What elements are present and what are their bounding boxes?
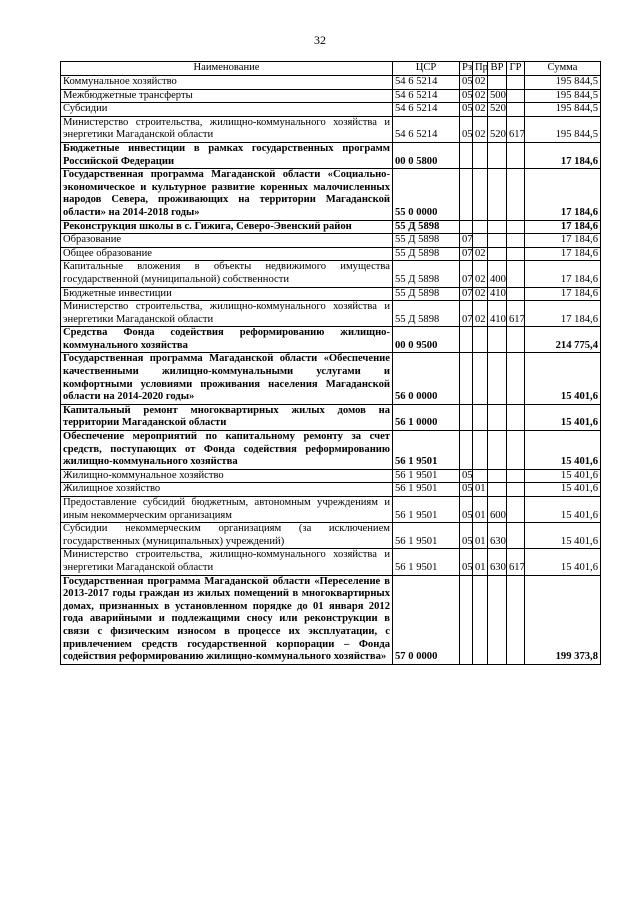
cell-csr: 56 0 0000: [393, 353, 460, 404]
cell-vr: 400: [488, 261, 507, 287]
table-row: [61, 142, 601, 168]
cell-csr: 54 6 5214: [393, 103, 460, 117]
table-row: [61, 483, 601, 497]
cell-sum: 17 184,6: [525, 261, 601, 287]
cell-pr: [473, 142, 488, 168]
cell-vr: [488, 431, 507, 470]
cell-name: Субсидии: [61, 103, 393, 117]
table-row: [61, 431, 601, 470]
cell-vr: [488, 483, 507, 497]
cell-vr: [488, 169, 507, 220]
cell-sum: 15 401,6: [525, 523, 601, 549]
cell-csr: 55 Д 5898: [393, 301, 460, 327]
header-vr: ВР: [488, 62, 507, 76]
cell-vr: 520: [488, 103, 507, 117]
table-row: [61, 327, 601, 353]
cell-csr: 55 Д 5898: [393, 287, 460, 301]
cell-rz: 05: [460, 469, 473, 483]
table-row: [61, 247, 601, 261]
cell-rz: 05: [460, 116, 473, 142]
cell-gr: [507, 76, 525, 90]
cell-rz: 07: [460, 287, 473, 301]
table-header-row: [61, 62, 601, 76]
cell-sum: 15 401,6: [525, 353, 601, 404]
table-row: [61, 549, 601, 575]
table-row: [61, 301, 601, 327]
cell-name: Бюджетные инвестиции в рамках государственных программ Российской Федерации: [61, 142, 393, 168]
cell-rz: 07: [460, 301, 473, 327]
table-row: [61, 103, 601, 117]
cell-rz: 07: [460, 234, 473, 248]
cell-pr: 02: [473, 261, 488, 287]
cell-pr: 02: [473, 76, 488, 90]
cell-pr: [473, 169, 488, 220]
cell-csr: 56 1 9501: [393, 523, 460, 549]
cell-sum: 15 401,6: [525, 404, 601, 430]
cell-pr: [473, 220, 488, 234]
cell-csr: 55 Д 5898: [393, 247, 460, 261]
cell-rz: [460, 169, 473, 220]
cell-name: Межбюджетные трансферты: [61, 89, 393, 103]
cell-pr: 02: [473, 89, 488, 103]
cell-pr: [473, 469, 488, 483]
cell-gr: [507, 327, 525, 353]
table-body: [61, 76, 601, 665]
cell-vr: 410: [488, 287, 507, 301]
cell-sum: 17 184,6: [525, 287, 601, 301]
cell-sum: 15 401,6: [525, 469, 601, 483]
cell-gr: [507, 353, 525, 404]
cell-name: Капитальный ремонт многоквартирных жилых домов на территории Магаданской области: [61, 404, 393, 430]
cell-vr: [488, 575, 507, 664]
header-sum: Сумма: [525, 62, 601, 76]
cell-gr: [507, 169, 525, 220]
cell-pr: 02: [473, 116, 488, 142]
table-row: [61, 523, 601, 549]
table-row: [61, 234, 601, 248]
cell-sum: 15 401,6: [525, 497, 601, 523]
cell-csr: 55 Д 5898: [393, 220, 460, 234]
cell-csr: 56 1 9501: [393, 483, 460, 497]
cell-name: Жилищно-коммунальное хозяйство: [61, 469, 393, 483]
cell-pr: [473, 404, 488, 430]
cell-pr: [473, 327, 488, 353]
cell-sum: 214 775,4: [525, 327, 601, 353]
cell-name: Образование: [61, 234, 393, 248]
cell-pr: 01: [473, 523, 488, 549]
cell-gr: [507, 234, 525, 248]
cell-name: Общее образование: [61, 247, 393, 261]
cell-name: Обеспечение мероприятий по капитальному ремонту за счет средств, поступающих от Фонда содействия реформированию жилищно-коммунального хозяйства: [61, 431, 393, 470]
header-csr: ЦСР: [393, 62, 460, 76]
cell-csr: 56 1 9501: [393, 431, 460, 470]
cell-sum: 17 184,6: [525, 234, 601, 248]
table-row: [61, 404, 601, 430]
cell-name: Субсидии некоммерческим организациям (за исключением государственных (муниципальных) учреждений): [61, 523, 393, 549]
cell-sum: 15 401,6: [525, 431, 601, 470]
cell-csr: 54 6 5214: [393, 116, 460, 142]
cell-gr: 617: [507, 301, 525, 327]
cell-rz: 05: [460, 76, 473, 90]
cell-csr: 57 0 0000: [393, 575, 460, 664]
cell-rz: [460, 431, 473, 470]
cell-gr: [507, 497, 525, 523]
cell-rz: 05: [460, 497, 473, 523]
cell-sum: 199 373,8: [525, 575, 601, 664]
cell-rz: 07: [460, 261, 473, 287]
cell-rz: 05: [460, 89, 473, 103]
header-pr: Пр: [473, 62, 488, 76]
cell-rz: [460, 142, 473, 168]
table-row: [61, 169, 601, 220]
cell-gr: [507, 142, 525, 168]
cell-gr: [507, 261, 525, 287]
cell-vr: [488, 327, 507, 353]
cell-name: Реконструкция школы в с. Гижига, Северо-Эвенский район: [61, 220, 393, 234]
cell-vr: 500: [488, 89, 507, 103]
cell-pr: 02: [473, 103, 488, 117]
cell-csr: 55 Д 5898: [393, 261, 460, 287]
cell-vr: 630: [488, 523, 507, 549]
table-row: [61, 89, 601, 103]
cell-sum: 17 184,6: [525, 301, 601, 327]
cell-sum: 195 844,5: [525, 103, 601, 117]
cell-gr: [507, 575, 525, 664]
cell-csr: 55 0 0000: [393, 169, 460, 220]
cell-rz: 05: [460, 483, 473, 497]
cell-vr: [488, 404, 507, 430]
header-rz: Рз: [460, 62, 473, 76]
cell-vr: [488, 76, 507, 90]
cell-vr: [488, 142, 507, 168]
cell-vr: 600: [488, 497, 507, 523]
cell-vr: [488, 220, 507, 234]
cell-name: Коммунальное хозяйство: [61, 76, 393, 90]
cell-gr: [507, 103, 525, 117]
cell-pr: [473, 575, 488, 664]
cell-sum: 195 844,5: [525, 116, 601, 142]
cell-name: Капитальные вложения в объекты недвижимого имущества государственной (муниципальной) собственности: [61, 261, 393, 287]
cell-name: Предоставление субсидий бюджетным, автономным учреждениям и иным некоммерческим организациям: [61, 497, 393, 523]
cell-vr: [488, 469, 507, 483]
cell-pr: 01: [473, 497, 488, 523]
budget-table: [60, 61, 601, 665]
header-gr: ГР: [507, 62, 525, 76]
cell-gr: [507, 287, 525, 301]
header-name: Наименование: [61, 62, 393, 76]
cell-vr: [488, 353, 507, 404]
cell-gr: [507, 89, 525, 103]
table-row: [61, 353, 601, 404]
cell-rz: 05: [460, 103, 473, 117]
cell-name: Средства Фонда содействия реформированию жилищно-коммунального хозяйства: [61, 327, 393, 353]
cell-name: Государственная программа Магаданской области «Социально-экономическое и культурное развитие коренных малочисленных народов Севера, проживающих на территории Магаданской области» на 2014-2018 годы»: [61, 169, 393, 220]
cell-vr: 630: [488, 549, 507, 575]
cell-pr: 01: [473, 483, 488, 497]
cell-csr: 00 0 5800: [393, 142, 460, 168]
cell-pr: [473, 353, 488, 404]
cell-pr: 02: [473, 301, 488, 327]
cell-name: Министерство строительства, жилищно-коммунального хозяйства и энергетики Магаданской области: [61, 116, 393, 142]
cell-vr: 520: [488, 116, 507, 142]
cell-vr: [488, 234, 507, 248]
cell-rz: 05: [460, 549, 473, 575]
cell-sum: 17 184,6: [525, 169, 601, 220]
cell-pr: 01: [473, 549, 488, 575]
cell-rz: [460, 327, 473, 353]
cell-sum: 15 401,6: [525, 483, 601, 497]
cell-name: Жилищное хозяйство: [61, 483, 393, 497]
cell-gr: 617: [507, 116, 525, 142]
cell-gr: [507, 483, 525, 497]
table-row: [61, 469, 601, 483]
cell-csr: 55 Д 5898: [393, 234, 460, 248]
cell-gr: [507, 431, 525, 470]
cell-name: Государственная программа Магаданской области «Переселение в 2013-2017 годы граждан из жилых помещений в многоквартирных домах, признанных в установленном порядке до 01 января 2012 года аварийными и подлежащими сносу или реконструкции в связи с физическим износом в процессе их эксплуатации, с привлечением средств государственной корпорации – Фонда содействия реформированию жилищно-коммунального хозяйства»: [61, 575, 393, 664]
cell-csr: 56 1 9501: [393, 469, 460, 483]
cell-vr: [488, 247, 507, 261]
cell-rz: 05: [460, 523, 473, 549]
table-row: [61, 261, 601, 287]
page-number: 32: [314, 33, 326, 47]
cell-sum: 17 184,6: [525, 247, 601, 261]
cell-pr: [473, 431, 488, 470]
cell-pr: 02: [473, 247, 488, 261]
cell-sum: 195 844,5: [525, 76, 601, 90]
cell-pr: [473, 234, 488, 248]
table-row: [61, 116, 601, 142]
cell-sum: 17 184,6: [525, 220, 601, 234]
cell-name: Министерство строительства, жилищно-коммунального хозяйства и энергетики Магаданской области: [61, 301, 393, 327]
cell-sum: 15 401,6: [525, 549, 601, 575]
cell-sum: 17 184,6: [525, 142, 601, 168]
cell-vr: 410: [488, 301, 507, 327]
table-row: [61, 76, 601, 90]
cell-gr: [507, 247, 525, 261]
cell-rz: [460, 404, 473, 430]
cell-name: Государственная программа Магаданской области «Обеспечение качественными жилищно-коммунальными услугами и комфортными условиями проживания населения Магаданской области на 2014-2020 годы»: [61, 353, 393, 404]
table-row: [61, 220, 601, 234]
table-row: [61, 575, 601, 664]
cell-csr: 56 1 9501: [393, 549, 460, 575]
cell-gr: [507, 220, 525, 234]
cell-name: Министерство строительства, жилищно-коммунального хозяйства и энергетики Магаданской области: [61, 549, 393, 575]
cell-rz: [460, 575, 473, 664]
cell-name: Бюджетные инвестиции: [61, 287, 393, 301]
cell-gr: [507, 404, 525, 430]
cell-pr: 02: [473, 287, 488, 301]
cell-rz: [460, 353, 473, 404]
cell-rz: [460, 220, 473, 234]
cell-rz: 07: [460, 247, 473, 261]
cell-csr: 00 0 9500: [393, 327, 460, 353]
cell-gr: [507, 523, 525, 549]
cell-csr: 56 1 9501: [393, 497, 460, 523]
table-row: [61, 287, 601, 301]
table-row: [61, 497, 601, 523]
cell-csr: 56 1 0000: [393, 404, 460, 430]
cell-gr: [507, 469, 525, 483]
cell-csr: 54 6 5214: [393, 76, 460, 90]
cell-csr: 54 6 5214: [393, 89, 460, 103]
cell-gr: 617: [507, 549, 525, 575]
cell-sum: 195 844,5: [525, 89, 601, 103]
